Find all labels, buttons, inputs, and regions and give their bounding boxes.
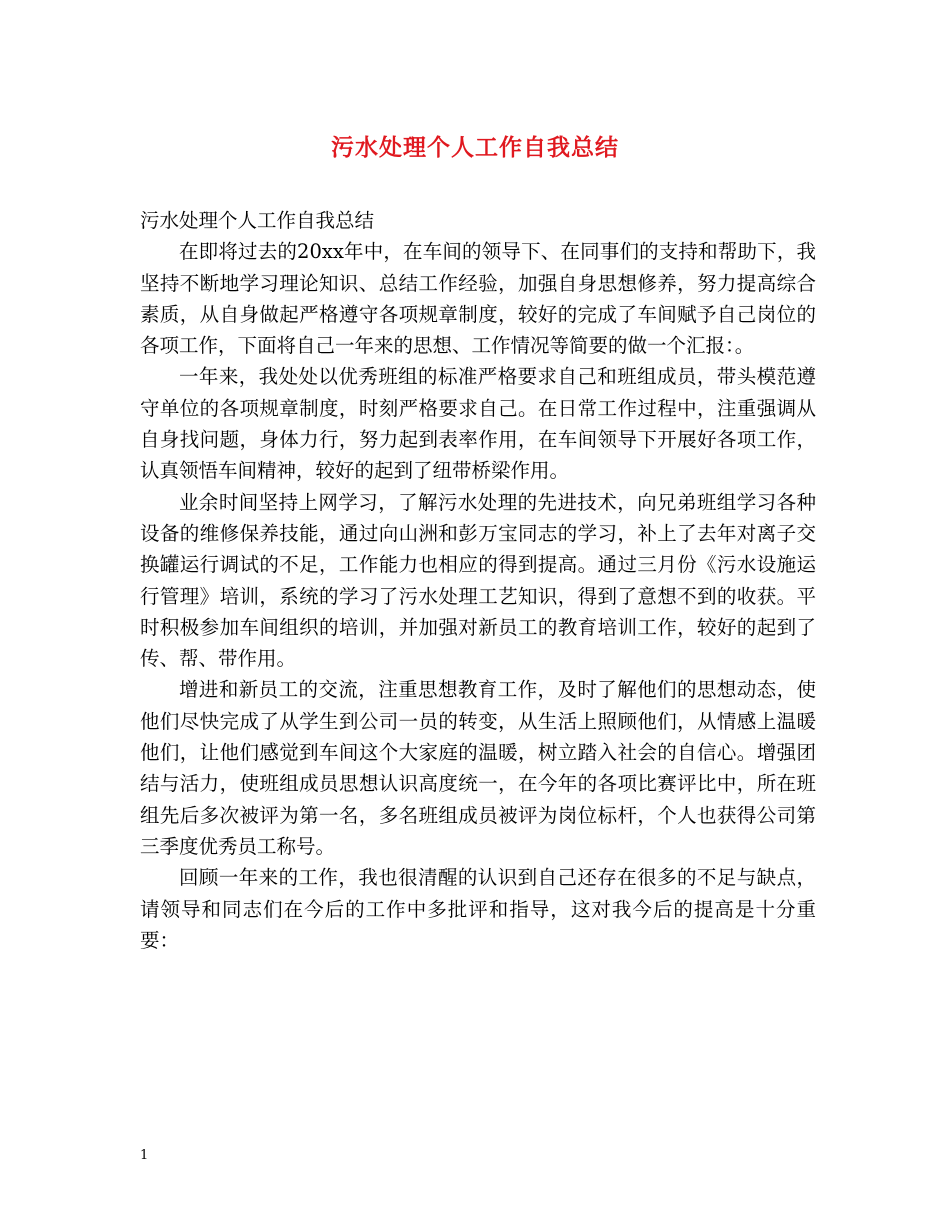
paragraph-3: 业余时间坚持上网学习，了解污水处理的先进技术，向兄弟班组学习各种设备的维修保养技能，通过向山洲和彭万宝同志的学习，补上了去年对离子交换罐运行调试的不足，工作能力也相应的得到提高。通过三月份《污水设施运行管理》培训，系统的学习了污水处理工艺知识，得到了意想不到的收获。平时积极参加车间组织的培训，并加强对新员工的教育培训工作，较好的起到了传、帮、带作用。 [140,490,816,671]
paragraph-2: 一年来，我处处以优秀班组的标准严格要求自己和班组成员，带头模范遵守单位的各项规章制度，时刻严格要求自己。在日常工作过程中，注重强调从自身找问题，身体力行，努力起到表率作用，在车间领导下开展好各项工作，认真领悟车间精神，较好的起到了纽带桥梁作用。 [140,365,816,483]
paragraph-5: 回顾一年来的工作，我也很清醒的认识到自己还存在很多的不足与缺点，请领导和同志们在今后的工作中多批评和指导，这对我今后的提高是十分重要： [140,866,816,952]
paragraph-1: 在即将过去的20xx年中，在车间的领导下、在同事们的支持和帮助下，我坚持不断地学习理论知识、总结工作经验，加强自身思想修养，努力提高综合素质，从自身做起严格遵守各项规章制度，较好的完成了车间赋予自己岗位的各项工作，下面将自己一年来的思想、工作情况等简要的做一个汇报：。 [140,240,816,358]
document-title: 污水处理个人工作自我总结 [331,134,619,161]
document-body [140,205,816,956]
page-number: 1 [140,1148,149,1163]
paragraph-4: 增进和新员工的交流，注重思想教育工作，及时了解他们的思想动态，使他们尽快完成了从学生到公司一员的转变，从生活上照顾他们，从情感上温暖他们，让他们感觉到车间这个大家庭的温暖，树立踏入社会的自信心。增强团结与活力，使班组成员思想认识高度统一，在今年的各项比赛评比中，所在班组先后多次被评为第一名，多名班组成员被评为岗位标杆，个人也获得公司第三季度优秀员工称号。 [140,678,816,858]
document-subtitle: 污水处理个人工作自我总结 [140,209,375,232]
